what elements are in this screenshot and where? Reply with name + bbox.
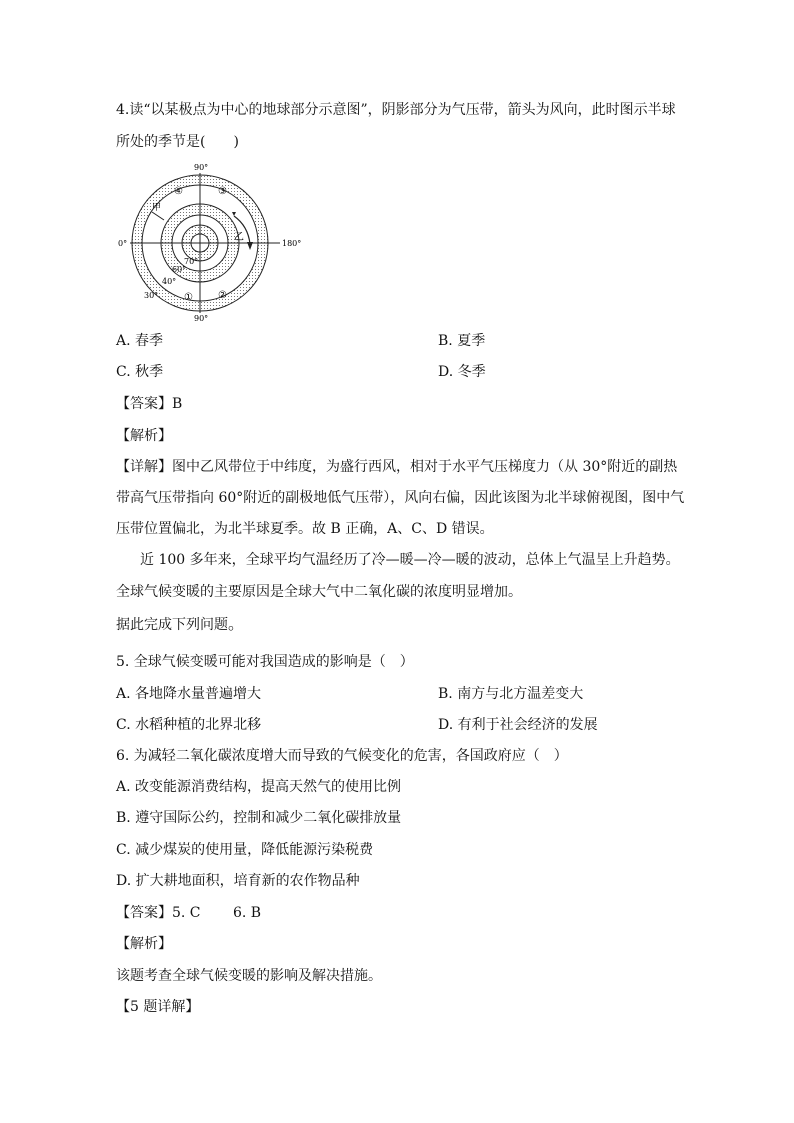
analysis-5-6-text: 该题考查全球气候变暖的影响及解决措施。 — [116, 968, 382, 984]
q4-detail-line2: 带高气压带指向 60°附近的副极地低气压带），风向右偏，因此该图为北半球俯视图，图中气 — [116, 490, 685, 506]
q5-stem: 5. 全球气候变暖可能对我国造成的影响是（ ） — [116, 654, 414, 670]
q4-option-a: A. 春季 — [116, 333, 164, 349]
label-circle-3: ③ — [218, 186, 227, 197]
q6-option-b: B. 遵守国际公约，控制和减少二氧化碳排放量 — [116, 810, 402, 826]
q4-option-c: C. 秋季 — [116, 364, 164, 380]
passage-line3-text: 据此完成下列问题 — [116, 617, 228, 633]
label-90-top: 90° — [194, 163, 209, 172]
q6-option-c: C. 减少煤炭的使用量，降低能源污染税费 — [116, 842, 374, 858]
q4-option-b: B. 夏季 — [438, 333, 486, 349]
q4-detail-line3: 压带位置偏北，为北半球夏季。故 B 正确，A、C、D 错误。 — [116, 521, 494, 537]
label-0: 0° — [118, 239, 128, 248]
q5-option-d: D. 有利于社会经济的发展 — [438, 717, 598, 733]
q5-option-c: C. 水稻种植的北界北移 — [116, 717, 262, 733]
label-30: 30° — [144, 291, 159, 300]
analysis-5-6-heading: 【解析】 — [116, 936, 172, 952]
q4-stem-line1: 4.读“以某极点为中心的地球部分示意图”，阴影部分为气压带，箭头为风向，此时图示半球 — [116, 102, 676, 118]
q6-stem: 6. 为减轻二氧化碳浓度增大而导致的气候变化的危害，各国政府应（ ） — [116, 748, 568, 764]
q4-detail-line1: 【详解】图中乙风带位于中纬度，为盛行西风，相对于水平气压梯度力（从 30°附近的副热 — [116, 459, 678, 475]
label-90-bottom: 90° — [194, 314, 209, 322]
label-circle-4: ④ — [174, 186, 183, 197]
q4-option-d: D. 冬季 — [438, 364, 486, 380]
q6-option-d: D. 扩大耕地面积，培育新的农作物品种 — [116, 873, 360, 889]
passage-line3-period: 。 — [228, 614, 245, 633]
label-jia: 甲 — [152, 203, 162, 213]
q4-answer: 【答案】B — [116, 396, 183, 412]
q4-analysis-heading: 【解析】 — [116, 428, 172, 444]
passage-line2: 全球气候变暖的主要原因是全球大气中二氧化碳的浓度明显增加。 — [116, 584, 522, 600]
label-60: 60° — [172, 265, 187, 274]
q5-option-a: A. 各地降水量普遍增大 — [116, 686, 262, 702]
q6-option-a: A. 改变能源消费结构，提高天然气的使用比例 — [116, 779, 402, 795]
label-180: 180° — [282, 239, 302, 248]
q5-option-b: B. 南方与北方温差变大 — [438, 686, 584, 702]
detail-5-heading: 【5 题详解】 — [116, 999, 200, 1015]
label-yi: 乙 — [234, 232, 244, 243]
answer-5-6: 【答案】5. C 6. B — [116, 905, 262, 921]
polar-diagram — [116, 160, 312, 322]
label-70: 70° — [184, 257, 199, 266]
label-circle-1: ① — [184, 292, 193, 303]
passage-line3 — [116, 614, 244, 635]
label-40: 40° — [162, 277, 177, 286]
label-circle-2: ② — [218, 290, 227, 301]
passage-line1: 近 100 多年来，全球平均气温经历了冷—暖—冷—暖的波动，总体上气温呈上升趋势。 — [140, 552, 680, 568]
q4-stem-line2: 所处的季节是( ) — [116, 134, 239, 150]
